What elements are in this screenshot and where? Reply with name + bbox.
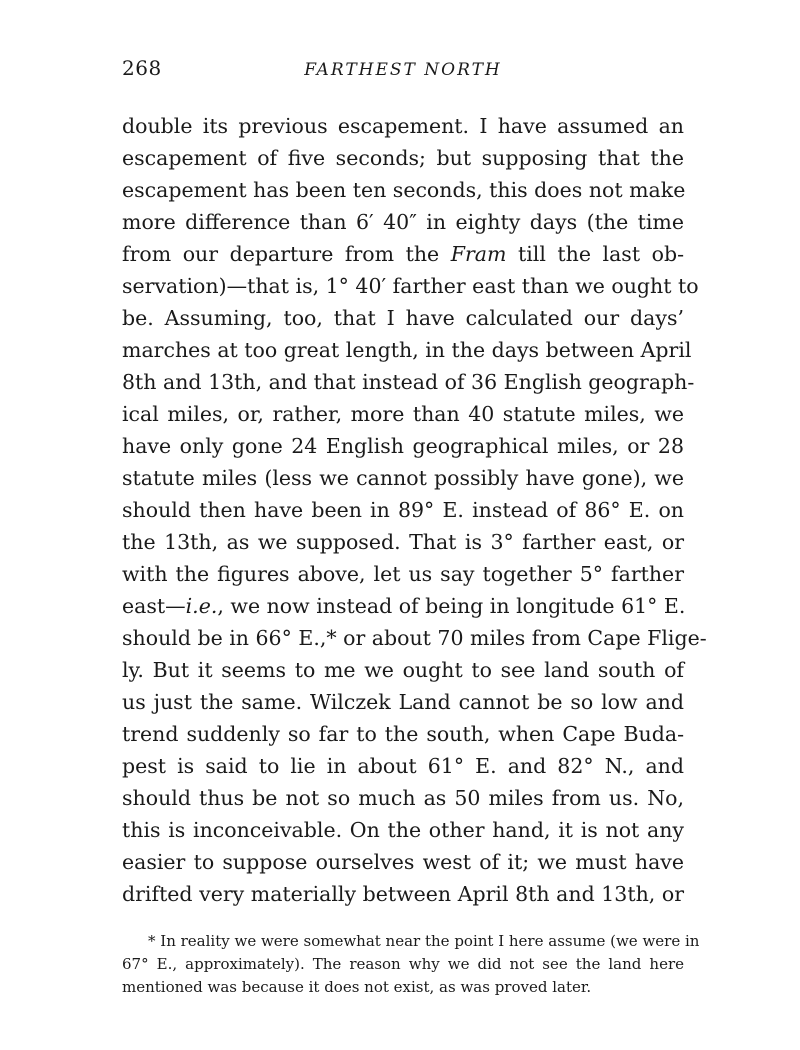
text-line: should thus be not so much as 50 miles from us. No, xyxy=(122,786,684,810)
text-line: servation)—that is, 1° 40′ farther east than we ought to xyxy=(122,274,699,298)
running-head: FARTHEST NORTH xyxy=(304,60,502,80)
text-line: double its previous escapement. I have assumed an xyxy=(122,114,684,138)
text-line: this is inconceivable. On the other hand, it is not any xyxy=(122,818,684,842)
text-line: ical miles, or, rather, more than 40 statute miles, we xyxy=(122,402,684,426)
text-line: statute miles (less we cannot possibly have gone), we xyxy=(122,466,684,490)
text-line: be. Assuming, too, that I have calculated our days’ xyxy=(122,306,684,330)
text-line: escapement of five seconds; but supposing that the xyxy=(122,146,684,170)
text-line: drifted very materially between April 8th and 13th, or xyxy=(122,882,684,906)
text-line: trend suddenly so far to the south, when Cape Buda- xyxy=(122,722,684,746)
page-header xyxy=(122,56,684,86)
text-line: the 13th, as we supposed. That is 3° farther east, or xyxy=(122,530,684,554)
text-line: easier to suppose ourselves west of it; we must have xyxy=(122,850,684,874)
text-line: should be in 66° E.,* or about 70 miles from Cape Flige- xyxy=(122,626,707,650)
text-line: should then have been in 89° E. instead of 86° E. on xyxy=(122,498,684,522)
text-line: with the figures above, let us say together 5° farther xyxy=(122,562,684,586)
text-line: east—i.e., we now instead of being in longitude 61° E. xyxy=(122,594,686,618)
text-line: us just the same. Wilczek Land cannot be so low and xyxy=(122,690,684,714)
footnote-line: mentioned was because it does not exist, as was proved later. xyxy=(122,978,592,996)
text-line: pest is said to lie in about 61° E. and 82° N., and xyxy=(122,754,684,778)
text-line: ly. But it seems to me we ought to see land south of xyxy=(122,658,684,682)
text-line: have only gone 24 English geographical miles, or 28 xyxy=(122,434,684,458)
text-line: escapement has been ten seconds, this does not make xyxy=(122,178,686,202)
footnote xyxy=(122,930,700,999)
footnote-line: * In reality we were somewhat near the point I here assume (we were in xyxy=(148,932,700,950)
page-number: 268 xyxy=(122,56,162,80)
body-text xyxy=(122,110,707,910)
footnote-line: 67° E., approximately). The reason why we did not see the land here xyxy=(122,955,684,973)
text-line: 8th and 13th, and that instead of 36 English geograph- xyxy=(122,370,695,394)
text-line: marches at too great length, in the days between April xyxy=(122,338,692,362)
text-line: more difference than 6′ 40″ in eighty days (the time xyxy=(122,210,684,234)
text-line: from our departure from the Fram till the last ob- xyxy=(122,242,684,266)
